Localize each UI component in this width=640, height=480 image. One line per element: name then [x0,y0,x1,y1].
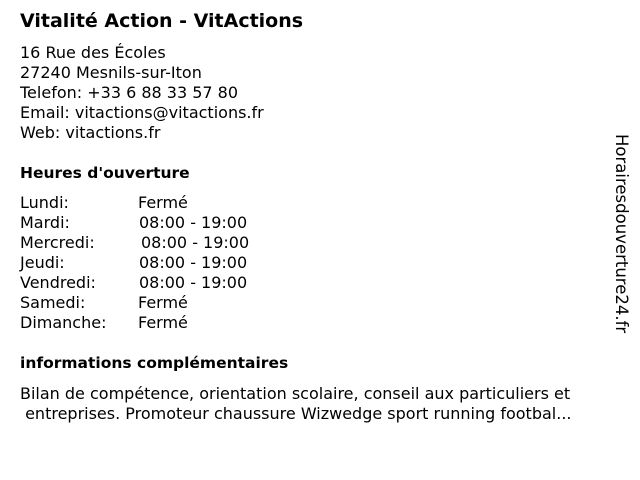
hours-time: 08:00 - 19:00 [141,233,250,252]
hours-time: Fermé [138,193,188,212]
hours-time: 08:00 - 19:00 [139,253,248,272]
site-watermark-label: Horairesdouverture24.fr [612,134,631,334]
contact-block [20,43,264,143]
web-line[interactable]: Web: vitactions.fr [20,123,161,142]
hours-day: Lundi: [20,193,69,212]
hours-time: 08:00 - 19:00 [139,273,248,292]
hours-day: Vendredi: [20,273,96,292]
phone-line[interactable]: Telefon: +33 6 88 33 57 80 [20,83,239,102]
hours-day: Mardi: [20,213,70,232]
additional-info-heading: informations complémentaires [20,354,289,372]
description-line: entreprises. Promoteur chaussure Wizwedge sport running footbal... [20,404,572,423]
hours-time: Fermé [138,313,188,332]
description-line: Bilan de compétence, orientation scolaire, conseil aux particuliers et [20,384,571,403]
hours-day: Dimanche: [20,313,107,332]
hours-day: Mercredi: [20,233,95,252]
hours-day: Jeudi: [20,253,65,272]
hours-time: Fermé [138,293,188,312]
hours-day: Samedi: [20,293,86,312]
hours-time: 08:00 - 19:00 [139,213,248,232]
address-street: 16 Rue des Écoles [20,43,166,62]
address-city: 27240 Mesnils-sur-Iton [20,63,202,82]
opening-hours-heading: Heures d'ouverture [20,164,190,182]
business-title: Vitalité Action - VitActions [20,10,304,32]
email-line[interactable]: Email: vitactions@vitactions.fr [20,103,264,122]
additional-info-text [20,384,624,424]
